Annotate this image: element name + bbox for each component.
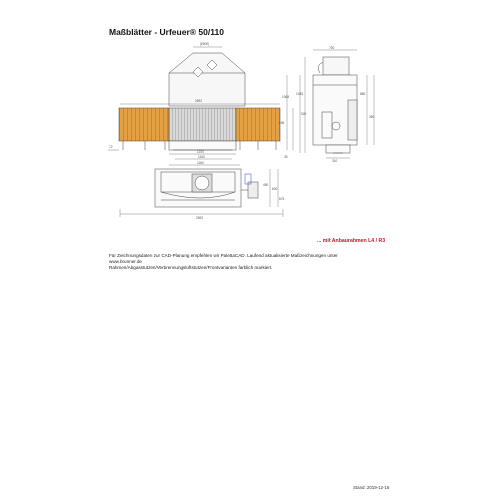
hood — [169, 53, 245, 106]
page-title: Maßblätter - Urfeuer® 50/110 — [109, 27, 224, 37]
dim-label: 310 — [332, 159, 338, 163]
dim-label: (6500) — [200, 42, 210, 46]
dim-label: 350 — [369, 115, 375, 119]
dim-label: 675 — [279, 197, 285, 201]
dim-label: 600 — [272, 187, 278, 191]
dim-label: 700 — [329, 46, 335, 50]
front-view — [108, 47, 293, 159]
date-stamp: Stand: 2019-12-16 — [353, 485, 390, 490]
dim-label: 2692 — [195, 99, 203, 103]
dim-label: 2692 — [196, 216, 204, 220]
wood-panel-left — [119, 108, 169, 141]
dim-label: 920 — [301, 112, 307, 116]
side-view — [300, 50, 374, 158]
website-link[interactable]: www.brunner.de — [109, 259, 142, 264]
dim-label: 450 — [263, 183, 269, 187]
wood-panel-right — [236, 108, 280, 141]
dim-label: 1180 — [197, 161, 204, 165]
side-chimney — [323, 57, 349, 75]
dim-label: 880 — [360, 92, 366, 96]
description — [109, 253, 409, 271]
description-line: Für Zeichnungsdaten zur CAD-Planung empfehlen wir PalettaCAD. Laufend aktualisierte Maßzeichnungen unter — [109, 253, 338, 258]
description-line: Rahmen/Abgasstutzen/Verbrennungsluftstutzen/Frontvarianten farblich markiert. — [109, 265, 273, 270]
dim-label: 35 — [284, 155, 288, 159]
dim-label: 1370 — [197, 150, 205, 154]
dim-label: 695 — [279, 121, 285, 125]
dim-label: 1065 — [282, 95, 290, 99]
dim-label: 1045 — [296, 92, 304, 96]
plan-view — [120, 165, 283, 217]
dim-label: 1160 — [198, 155, 205, 159]
dim-label: 72 — [109, 145, 113, 149]
anbaurahmen-note: ... mit Anbaurahmen L4 / R3 — [317, 238, 386, 244]
firebox-front — [169, 108, 236, 141]
